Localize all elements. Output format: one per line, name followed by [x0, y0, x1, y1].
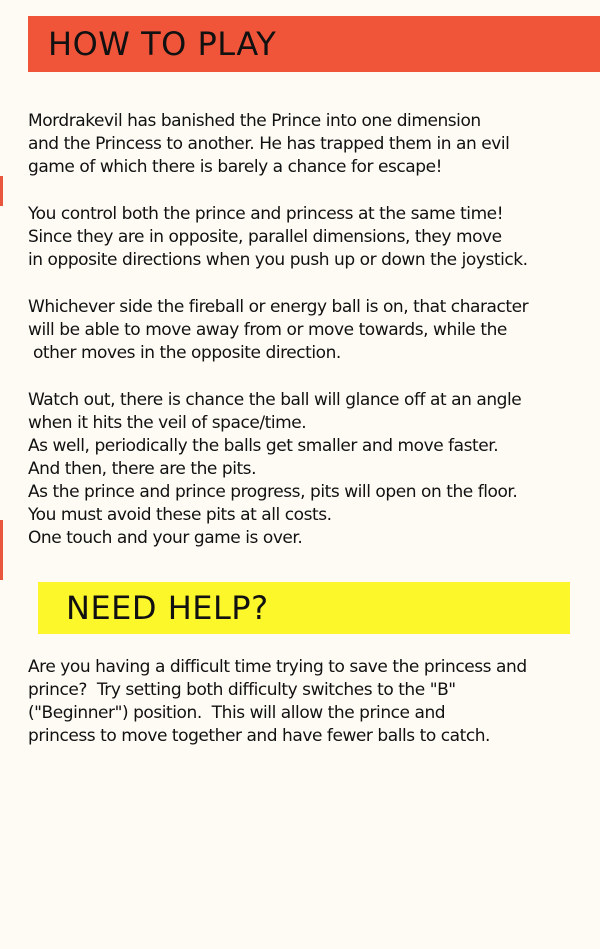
need-help-banner	[38, 582, 570, 634]
text-line: other moves in the opposite direction.	[28, 343, 341, 363]
text-line: when it hits the veil of space/time.	[28, 413, 307, 433]
warning-paragraph	[28, 389, 588, 550]
text-line: princess to move together and have fewer balls to catch.	[28, 726, 491, 746]
text-line: and the Princess to another. He has trapped them in an evil	[28, 134, 510, 154]
text-line: game of which there is barely a chance for escape!	[28, 157, 442, 177]
text-line: Since they are in opposite, parallel dimensions, they move	[28, 227, 502, 247]
how-to-play-body	[28, 110, 588, 550]
text-line: ("Beginner") position. This will allow the prince and	[28, 703, 446, 723]
text-line: As the prince and prince progress, pits will open on the floor.	[28, 482, 518, 502]
text-line: Mordrakevil has banished the Prince into one dimension	[28, 111, 481, 131]
how-to-play-heading: HOW TO PLAY	[48, 25, 277, 63]
text-line: As well, periodically the balls get smaller and move faster.	[28, 436, 499, 456]
help-paragraph	[28, 656, 588, 748]
need-help-body	[28, 656, 588, 748]
text-line: You control both the prince and princess at the same time!	[28, 204, 504, 224]
fireball-paragraph	[28, 296, 588, 365]
text-line: Whichever side the fireball or energy ball is on, that character	[28, 297, 529, 317]
edge-mark	[0, 520, 3, 580]
edge-mark	[0, 176, 3, 206]
text-line: in opposite directions when you push up or down the joystick.	[28, 250, 528, 270]
text-line: prince? Try setting both difficulty switches to the "B"	[28, 680, 456, 700]
controls-paragraph	[28, 203, 588, 272]
intro-paragraph	[28, 110, 588, 179]
text-line: Are you having a difficult time trying to save the princess and	[28, 657, 527, 677]
text-line: Watch out, there is chance the ball will glance off at an angle	[28, 390, 522, 410]
text-line: And then, there are the pits.	[28, 459, 257, 479]
need-help-heading: NEED HELP?	[66, 589, 269, 627]
text-line: You must avoid these pits at all costs.	[28, 505, 332, 525]
text-line: One touch and your game is over.	[28, 528, 303, 548]
text-line: will be able to move away from or move towards, while the	[28, 320, 507, 340]
how-to-play-banner	[28, 16, 600, 72]
